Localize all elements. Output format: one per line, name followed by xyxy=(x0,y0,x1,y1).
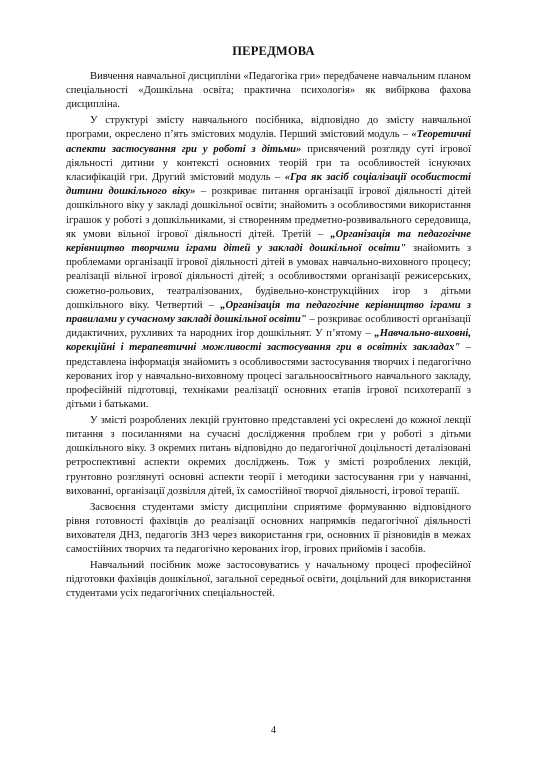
module-1-title: «Теоретичні аспекти застосування гри у роботі з дітьми» xyxy=(66,129,471,155)
paragraph-2-text-3: – розкриває питання організації ігрової діяльності дітей дошкільного віку у закладі дошкільної освіти; знайомить з особливостями використання іграшок у роботі з дошкільниками, зі створенням предметно-розвивального середовища, як умови вільної ігрової діяльності дітей. Третій – xyxy=(66,186,472,240)
paragraph-2-text-2: присвячений розгляду суті ігрової діяльності дитини у контексті основних теорій гри та особливостей існуючих класифікацій гри. Другий змістовий модуль – xyxy=(66,143,472,183)
module-3-title: „Організація та педагогічне керівництво творчими іграми дітей у закладі дошкільної освіти" xyxy=(66,228,471,254)
paragraph-2-text-1: У структурі змісту навчального посібника, відповідно до змісту навчальної програми, окреслено п’ять змістових модулів. Перший змістовий модуль – xyxy=(66,115,471,141)
page-number: 4 xyxy=(271,725,276,736)
paragraph-2-text-5: – розкриває особливості організації дидактичних, рухливих та народних ігор дошкільнят. У п’ятому – xyxy=(66,313,471,340)
paragraph-2-text-4: знайомить з проблемами організації ігрової діяльності дітей в умовах навчально-виховного процесу; реалізації вільної ігрової діяльності дітей; з особливостями організації режисерських, сюжетно-рольових, театралізованих, будівельно-конструкційних ігор з дітьми дошкільного віку. Четвертий – xyxy=(66,242,471,311)
module-5-title: „Навчально-виховні, корекційні і терапевтичні можливості застосування гри в освітніх закладах" xyxy=(66,328,471,354)
paragraph-1: Вивчення навчальної дисципліни «Педагогіка гри» передбачене навчальним планом спеціальності «Дошкільна освіта; практична психологія» як вибіркова фахова дисципліна. xyxy=(66,71,471,111)
paragraph-4: Засвоєння студентами змісту дисципліни сприятиме формуванню відповідного рівня готовності фахівців до реалізації основних напрямків педагогічної діяльності вихователя ДНЗ, педагогів ЗНЗ через використання гри, основних її різновидів в межах самостійних творчих та педагогічно керованих ігор, ігрових прийомів і засобів. xyxy=(66,501,471,556)
paragraph-2 xyxy=(66,114,471,412)
module-4-title: „Організація та педагогічне керівництво іграми з правилами у сучасному закладі дошкільної освіти" xyxy=(66,299,471,325)
body-text xyxy=(66,70,471,603)
paragraph-2-text-6: – представлена інформація знайомить з особливостями застосування творчих і педагогічно керованих ігор у навчально-виховному процесі загальноосвітнього навчального закладу, професійній підготовці, техніками реалізації основних етапів ігрової психотерапії з дітьми і батьками. xyxy=(66,342,471,411)
module-2-title: «Гра як засіб соціалізації особистості дитини дошкільного віку» xyxy=(66,171,472,198)
paragraph-5: Навчальний посібник може застосовуватись у начальному процесі професійної підготовки фахівців дошкільної, загальної середньої освіти, доцільний для використання студентами усіх педагогічних спеціальностей. xyxy=(66,559,471,600)
paragraph-3: У змісті розроблених лекцій грунтовно представлені усі окреслені до кожної лекції питання з посиланнями на сучасні дослідження проблем гри у роботі з дітьми дошкільного віку. З окремих питань відповідно до педагогічної доцільності деталізовані ретроспективні аспекти окремих досліджень. Тож у змісті розроблених лекцій, грунтовно розглянуті основні аспекти теорії і методики застосування гри у навчанні, вихованні, організації дозвілля дітей, їх самостійної творчої діяльності, ігрової терапії. xyxy=(66,414,471,497)
page-title: ПЕРЕДМОВА xyxy=(232,44,315,58)
